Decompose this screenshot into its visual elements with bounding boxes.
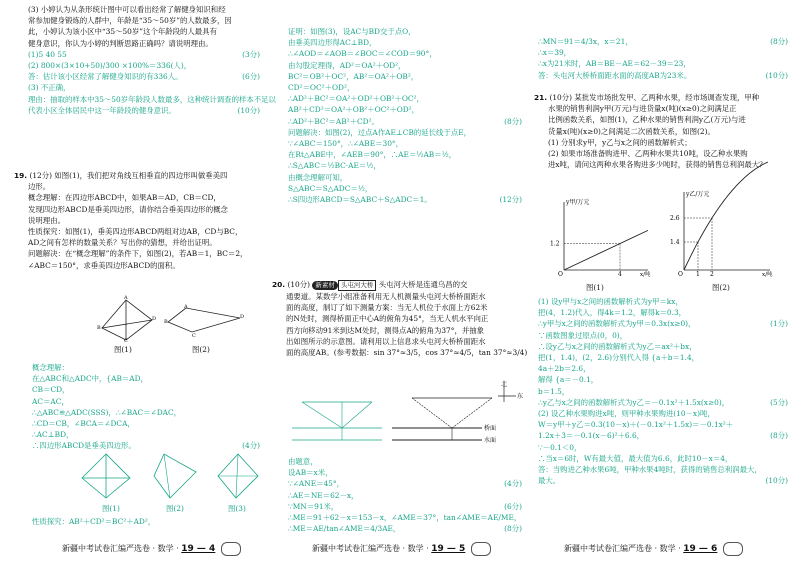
question-21-body: [534, 103, 788, 170]
line-text: CD²＝OC²＋OD²，: [288, 83, 355, 93]
text-line: [538, 307, 788, 318]
bridge-label: 桥面: [484, 425, 497, 432]
question-text-line: AD之间有怎样的数量关系？写出你的猜想，并给出证明。: [28, 238, 217, 248]
line-text: ∴S△ABC＝½BC·AE＝½，: [288, 161, 381, 171]
q19-proof-block: [288, 26, 522, 205]
page-number: 19 — 4: [181, 544, 216, 554]
line-text: ∴y甲与x之间的函数解析式为y甲＝0.3x(x≥0)，: [538, 319, 696, 329]
text-line: [538, 386, 788, 397]
axis-x-label: x/吨: [640, 272, 651, 278]
line-text: 由垂美四边形得AC⊥BD，: [288, 38, 377, 48]
question-19: [14, 170, 260, 271]
score-marker: (8分): [770, 431, 788, 441]
text-line: [288, 116, 522, 127]
line-text: ∴CD＝CB，∠BCA＝∠DCA，: [32, 419, 135, 429]
question-text-line: 性质探究：如图(1)，垂美四边形ABCD两组对边AB，CD与BC，: [28, 227, 243, 237]
text-line: [288, 93, 522, 104]
score-marker: (4分): [242, 441, 260, 451]
text-line: [288, 172, 522, 183]
line-text: ∴△ABC≌△ADC(SSS)，∴∠BAC＝∠DAC，: [32, 407, 182, 417]
line-text: (3) 小婷认为从条形统计图中可以看出经常了解健身知识和经: [28, 5, 226, 14]
score-marker: (6分): [504, 501, 522, 511]
line-text: ∵函数图象过原点(0，0)，: [538, 330, 628, 340]
line-text: 答：当购进乙种水果6吨，甲种水果4吨时，获得的销售总利润最大，: [538, 465, 762, 475]
line-text: 在△ABC和△ADC中，{AB＝AD，: [32, 374, 148, 384]
line-text: ∴AC⊥BD，: [32, 430, 74, 440]
axis-y-label: y甲/万元: [566, 199, 590, 206]
score-marker: (1分): [770, 319, 788, 329]
line-text: 4a＋2b＝2.6，: [538, 364, 591, 374]
q19-figure-1: [96, 295, 157, 344]
line-text: 设AB＝x米，: [288, 468, 333, 478]
question-text-line: 出如图所示的示意图。请利用以上信息求头屯河大桥桥面距水: [286, 336, 486, 346]
line-text: 概念理解：: [32, 363, 69, 372]
page-footer: [564, 538, 743, 560]
text-line: [32, 373, 260, 384]
bridge-diagram: [292, 382, 522, 454]
page-footer: [62, 538, 241, 560]
answer-figure-3: [214, 452, 260, 500]
question-text-line: 概念理解：在四边形ABCD中，如果AB＝AD，CB＝CD，: [28, 193, 221, 203]
logo-icon: [221, 542, 241, 556]
axis-y-label: y乙/万元: [686, 191, 710, 198]
axis-x-label: x/吨: [762, 272, 773, 278]
line-text: ∴设y乙与x之间的函数解析式为y乙＝ax²＋bx，: [538, 341, 697, 351]
tick-label-x: 4: [618, 271, 622, 278]
question-text-line: (1) 分别求y甲，y乙与x之间的函数解析式；: [548, 137, 692, 147]
text-line: [288, 71, 522, 82]
figure-caption: 图(2): [712, 283, 730, 292]
pt-a: A: [184, 304, 188, 310]
graph-2: [664, 188, 776, 276]
question-text-line: (12分) 如图(1)，我们把对角线互相垂直的四边形叫做垂美四: [29, 171, 228, 180]
tick-label-x: 1: [696, 271, 700, 278]
footer-label: 新疆中考试卷汇编严选卷 · 数学 ·: [62, 544, 179, 553]
text-line: [32, 429, 260, 440]
score-marker: (8分): [770, 37, 788, 46]
text-line: [28, 71, 260, 82]
question-text-line: 水果的销售利润y甲(万元)与进货量x(吨)(x≥0)之间满足正: [548, 104, 737, 114]
q18-part3-block: [28, 4, 276, 116]
text-line: [28, 49, 260, 60]
text-line: [28, 4, 260, 15]
line-text: 此，小婷认为该小区中“35～50岁”这个年龄段的人最具有: [28, 27, 217, 37]
pt-b: B: [164, 319, 168, 325]
new-material-tag: 新素材: [312, 281, 338, 290]
east-label: 东: [517, 393, 524, 400]
score-marker: (5分): [770, 397, 788, 407]
q21-answer-block: [538, 296, 788, 486]
pt-a: A: [124, 295, 128, 301]
text-line: [538, 374, 788, 385]
tick-label-y: 2.6: [670, 215, 680, 222]
score-marker: (8分): [504, 524, 522, 534]
footer-label: 新疆中考试卷汇编严选卷 · 数学 ·: [564, 544, 681, 553]
line-text: ∴MN＝91＝4/3x，x＝21，: [538, 37, 633, 46]
text-line: [288, 127, 522, 138]
line-text: b＝1.5，: [538, 386, 570, 396]
question-20: [272, 279, 528, 358]
line-text: 由勾股定理得，AD²＝OA²＋OD²，: [288, 60, 406, 70]
page-number: 19 — 5: [431, 544, 466, 554]
text-line: [288, 467, 522, 478]
text-line: [288, 138, 522, 149]
text-line: [538, 47, 788, 58]
question-text-line: 说明理由。: [28, 215, 65, 225]
text-line: [28, 60, 260, 71]
text-line: [32, 396, 260, 407]
text-line: [538, 341, 788, 352]
text-line: [28, 94, 276, 105]
pt-b: B: [97, 325, 101, 331]
line-text: (3) 不正确，: [28, 83, 71, 93]
line-text: ∴y乙与x之间的函数解析式为y乙＝－0.1x²＋1.5x(x≥0)，: [538, 397, 730, 407]
figure-caption: 图(2): [192, 345, 210, 354]
question-19-body: [14, 181, 260, 271]
question-text-line: 面的高度AB。(参考数据：sin 37°≈3/5，cos 37°≈4/5，tan 37°≈3/4): [286, 348, 528, 358]
question-text-line: 边形。: [28, 182, 51, 192]
line-text: ∴∠AOD＝∠AOB＝∠BOC＝∠COD＝90°，: [288, 49, 437, 59]
line-text: ∴当x＝6时，W有最大值，最大值为6.6，此时10－x＝4，: [538, 453, 733, 463]
line-text: W＝y甲＋y乙＝0.3(10－x)＋(－0.1x²＋1.5x)＝－0.1x²＋: [538, 420, 734, 430]
line-text: 由概念理解可知，: [288, 172, 348, 182]
line-text: 问题解决：如图(2)，过点A作AE⊥CB的延长线于点E，: [288, 127, 472, 137]
text-line: [538, 397, 788, 408]
figure-caption: 图(1): [114, 345, 132, 354]
column-middle: [272, 0, 528, 569]
column-right: [534, 0, 788, 569]
question-text-line: 通要道。某数学小组准备利用无人机测量头屯河大桥桥面距水: [286, 292, 486, 301]
text-line: [28, 105, 260, 116]
line-text: 解得 {a＝－0.1，: [538, 375, 599, 385]
text-line: [32, 418, 260, 429]
tick-label-y: 1.2: [550, 240, 560, 248]
line-text: 把(1，1.4)，(2，2.6)分别代入得 {a＋b＝1.4，: [538, 353, 700, 363]
footer-label: 新疆中考试卷汇编严选卷 · 数学 ·: [312, 544, 429, 553]
line-text: 把(4，1.2)代入，得4k＝1.2，解得k＝0.3，: [538, 308, 687, 318]
text-line: [288, 60, 522, 71]
series-line: [564, 230, 648, 270]
text-line: [538, 408, 788, 419]
question-text-line: ∠ABC＝150°，求垂美四边形ABCD的面积。: [28, 260, 180, 270]
text-line: [538, 352, 788, 363]
question-text-line: 发现四边形ABCD是垂美四边形，请你结合垂美四边形的概念: [28, 204, 228, 214]
logo-icon: [471, 542, 491, 556]
text-line: [538, 464, 788, 475]
line-text: 1.2x＋3＝－0.1(x－6)²＋6.6，: [538, 431, 645, 441]
question-text-line: 进x吨，请问这两种水果各购进多少吨时，获得的销售总利润最大？: [548, 160, 767, 170]
text-line: [538, 36, 788, 47]
text-line: [32, 384, 260, 395]
pt-c: C: [192, 333, 196, 339]
figure-caption: 图(1): [586, 283, 604, 292]
page-number: 19 — 6: [683, 544, 718, 554]
question-number: 21.: [534, 93, 548, 102]
q19-figure-2: [164, 304, 244, 338]
text-line: [288, 490, 522, 501]
line-text: ∴ME＝91＋62－x＝153－x，∠AME＝37°，tan∠AME＝AE/ME，: [288, 513, 522, 523]
text-line: [538, 430, 788, 441]
question-points: (10分): [287, 280, 311, 289]
text-line: [288, 82, 522, 93]
tick-label-y: 1.4: [670, 239, 680, 246]
line-text: ∴AE＝NE＝62－x，: [288, 490, 359, 500]
score-marker: (8分): [504, 116, 522, 126]
text-line: [538, 475, 788, 486]
text-line: [288, 501, 522, 512]
answer-figure-1: [80, 452, 132, 500]
column-left: [14, 0, 276, 569]
question-21: [534, 92, 788, 170]
text-line: [288, 26, 522, 37]
north-label: 北: [501, 381, 508, 388]
line-text: ∴x＝39，: [538, 48, 572, 58]
question-text-line: 比例函数关系，如图(1)，乙种水果的销售利润y乙(万元)与进: [548, 115, 746, 125]
answer-line: 性质探究：AB²＋CD²＝BC²＋AD²，: [32, 517, 156, 526]
line-text: (1) 设y甲与x之间的函数解析式为y甲＝kx，: [538, 297, 683, 306]
graph-1: [544, 196, 654, 276]
text-line: [538, 70, 788, 81]
figure-caption: 图(3): [228, 504, 246, 513]
answer-figure-2: [150, 452, 200, 500]
pt-d: D: [240, 314, 245, 320]
text-line: [538, 363, 788, 374]
text-line: [28, 26, 260, 37]
line-text: (2) 设乙种水果购进x吨，则甲种水果购进(10－x)吨，: [538, 409, 715, 419]
text-line: [32, 407, 260, 418]
q20-answer-block: [288, 456, 522, 534]
topic-tag: 头屯河大桥: [338, 280, 377, 291]
question-text-line: (10分) 某批发市场批发甲、乙两种水果，经市场调查发现，甲种: [549, 93, 760, 102]
text-line: [288, 194, 522, 205]
text-line: [538, 330, 788, 341]
question-20-body: [272, 291, 528, 358]
line-text: ∴AD²＋BC²＝OA²＋OD²＋OB²＋OC²，: [288, 94, 424, 104]
text-line: [288, 456, 522, 467]
line-text: 在Rt△ABE中，∠AEB＝90°，∴AE＝½AB＝½，: [288, 150, 457, 160]
line-text: AB²＋CD²＝OA²＋OB²＋OC²＋OD²，: [288, 105, 420, 115]
question-text-line: 面的高度，制订了如下测量方案：当无人机位于水面上方62米: [286, 303, 488, 313]
line-text: ∴x为21米时，AB＝BE－AE＝62－39＝23，: [538, 59, 691, 69]
line-text: 答：头屯河大桥桥面距水面的高度AB为23米。: [538, 70, 692, 80]
score-marker: (4分): [504, 479, 522, 489]
text-line: [288, 37, 522, 48]
text-line: [288, 478, 522, 489]
line-text: (2) 800×(3×10+50)/300 ×100%＝336(人)，: [28, 61, 192, 71]
line-text: (1)5 40 55: [28, 49, 67, 59]
score-marker: (10分): [237, 105, 260, 115]
line-text: ∴四边形ABCD是垂美四边形。: [32, 441, 136, 451]
line-text: AC＝AC，: [32, 396, 69, 406]
text-line: [32, 440, 260, 451]
text-line: [538, 419, 788, 430]
line-text: 证明：如图(3)，设AC与BD交于点O，: [288, 27, 416, 36]
line-text: 答：估计该小区经常了解健身知识的有336人。: [28, 72, 183, 82]
text-line: [538, 453, 788, 464]
text-line: [288, 160, 522, 171]
line-text: S△ABC＝S△ADC＝½，: [288, 183, 373, 193]
text-line: [538, 58, 788, 69]
text-line: [288, 149, 522, 160]
text-line: [28, 15, 260, 26]
text-line: [28, 82, 260, 93]
score-marker: (12分): [499, 195, 522, 205]
question-number: 20.: [272, 280, 286, 289]
score-marker: (10分): [765, 70, 788, 80]
pt-d: D: [152, 316, 157, 322]
question-text-line: 的N处时，测得桥面正中心A的俯角为45°，当无人机水平向正: [286, 314, 489, 324]
question-text-line: (2) 如果市场准备购进甲、乙两种水果共10吨，设乙种水果购: [548, 149, 748, 159]
question-text-line: 货量x(吨)(x≥0)之间满足二次函数关系，如图(2)。: [548, 126, 715, 136]
origin-label: O: [558, 271, 563, 278]
question-text-line: 问题解决：在“概念理解”的条件下，如图(2)，若AB＝1，BC＝2，: [28, 249, 248, 259]
text-line: [538, 318, 788, 329]
text-line: [538, 442, 788, 453]
line-text: ∵MN＝91米，: [288, 501, 339, 511]
score-marker: (6分): [242, 72, 260, 82]
page-footer: [312, 538, 491, 560]
text-line: [288, 523, 522, 534]
text-line: [28, 38, 260, 49]
line-text: ∵∠ABC＝150°，∴∠ABE＝30°，: [288, 139, 403, 149]
q19-answer-block: [32, 362, 260, 452]
line-text: CB＝CD，: [32, 385, 70, 395]
question-text-line: 头屯河大桥是连通乌昌的交: [378, 280, 468, 289]
text-line: [32, 362, 260, 373]
tick-label-x: 2: [710, 271, 714, 278]
text-line: [288, 104, 522, 115]
q20-conclusion-block: [538, 36, 788, 81]
water-label: 水面: [484, 437, 497, 444]
question-number: 19.: [14, 171, 28, 180]
question-text-line: 西方向移动91米到达M处时，测得点A的俯角为37°，并抽象: [286, 325, 485, 335]
text-line: [288, 183, 522, 194]
text-line: [538, 296, 788, 307]
figure-caption: 图(1): [102, 504, 120, 513]
origin-label: O: [678, 271, 683, 278]
text-line: [288, 512, 522, 523]
line-text: ∴S四边形ABCD＝S△ABC＋S△ADC＝1。: [288, 195, 432, 205]
line-text: 由题意，: [288, 457, 318, 466]
line-text: ∵－0.1＜0，: [538, 442, 582, 452]
line-text: ∵∠ANE＝45°，: [288, 479, 344, 489]
pt-c: C: [124, 338, 128, 344]
line-text: 常参加健身锻炼的人群中，年龄是“35～50岁”的人数最多，因: [28, 16, 232, 26]
series-curve: [684, 162, 768, 270]
line-text: 最大。: [538, 476, 561, 486]
line-text: ∴AD²＋BC²＝AB²＋CD²。: [288, 116, 379, 126]
line-text: 代表小区全体居民中这一年龄段的健身意识。: [28, 105, 176, 115]
line-text: BC²＝OB²＋OC²，AB²＝OA²＋OB²，: [288, 71, 419, 81]
score-marker: (10分): [765, 476, 788, 486]
line-text: ∴ME＝AE/tan∠AME＝4/3AE，: [288, 524, 401, 534]
figure-caption: 图(2): [166, 504, 184, 513]
line-text: 健身意识，你认为小婷的判断思路正确吗？请说明理由。: [28, 38, 213, 48]
logo-icon: [723, 542, 743, 556]
line-text: 理由：抽取的样本中35～50岁年龄段人数最多，这种统计调查的样本不足以: [28, 94, 276, 104]
text-line: [288, 48, 522, 59]
score-marker: (3分): [242, 49, 260, 59]
